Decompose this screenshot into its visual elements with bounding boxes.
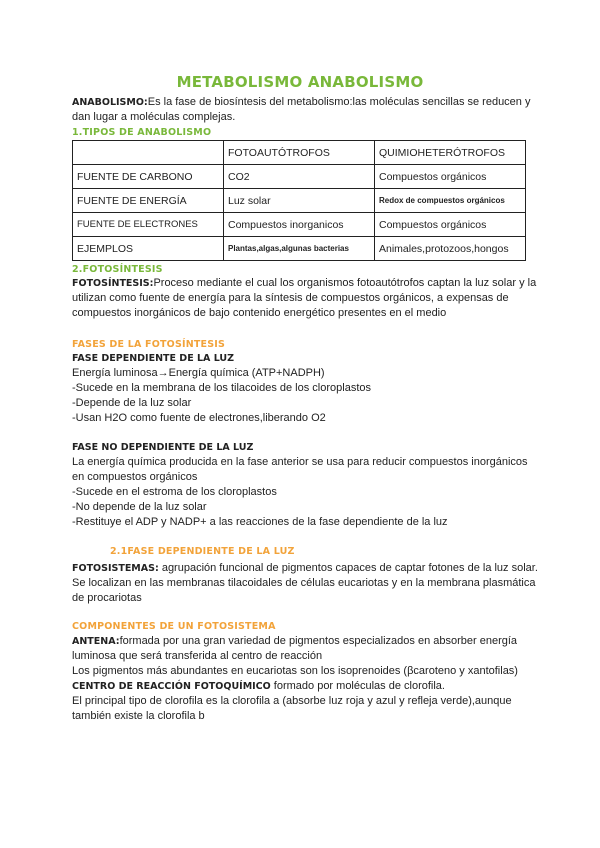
fases-heading: FASES DE LA FOTOSÍNTESIS: [72, 339, 226, 350]
table-cell: Compuestos orgánicos: [375, 213, 526, 237]
antena-text: formada por una gran variedad de pigmentos especializados en absorber energía luminosa que será transferida al centro de reacción: [72, 635, 518, 662]
table-cell: CO2: [224, 165, 375, 189]
centro-paragraph: [72, 679, 542, 694]
fotosintesis-keyword: FOTOSÍNTESIS:: [72, 278, 154, 289]
table-cell: EJEMPLOS: [73, 237, 224, 261]
fase-no-luz-line: -Restituye el ADP y NADP+ a las reacciones de la fase dependiente de la luz: [72, 516, 448, 528]
table-row: [73, 237, 526, 261]
centro-line2: El principal tipo de clorofila es la clorofila a (absorbe luz roja y azul y refleja verde),aunque también existe la clorofila b: [72, 695, 512, 722]
page-title: METABOLISMO ANABOLISMO: [176, 73, 424, 91]
table-row: [73, 189, 526, 213]
antena-keyword: ANTENA:: [72, 636, 120, 647]
centro-text: formado por moléculas de clorofila.: [270, 680, 445, 692]
fase-luz-line: -Depende de la luz solar: [72, 397, 192, 409]
intro-paragraph: [72, 95, 542, 125]
fotosistemas-paragraph: [72, 561, 542, 606]
fotosistemas-text: agrupación funcional de pigmentos capaces de captar fotones de la luz solar. Se localizan en las membranas tilacoidales de células eucariotas y en la membrana plasmática de procariotas: [72, 562, 538, 604]
table-header-cell: FOTOAUTÓTROFOS: [224, 141, 375, 165]
fase-no-luz-heading: FASE NO DEPENDIENTE DE LA LUZ: [72, 442, 254, 453]
section-fotosintesis-heading: 2.FOTOSÍNTESIS: [72, 264, 163, 275]
table-cell: [73, 141, 224, 165]
section-tipos-heading: 1.TIPOS DE ANABOLISMO: [72, 127, 212, 138]
table-cell: FUENTE DE ELECTRONES: [73, 213, 224, 237]
centro-keyword: CENTRO DE REACCIÓN FOTOQUÍMICO: [72, 681, 271, 692]
antena-paragraph: [72, 634, 542, 664]
table-header-cell: QUIMIOHETERÓTROFOS: [375, 141, 526, 165]
fase-no-luz-line: -No depende de la luz solar: [72, 501, 207, 513]
fotosintesis-paragraph: [72, 276, 542, 321]
table-cell: Compuestos orgánicos: [375, 165, 526, 189]
table-header-row: [73, 141, 526, 165]
table-cell: Compuestos inorganicos: [224, 213, 375, 237]
table-cell: Animales,protozoos,hongos: [375, 237, 526, 261]
intro-keyword: ANABOLISMO:: [72, 97, 148, 108]
componentes-heading: COMPONENTES DE UN FOTOSISTEMA: [72, 621, 276, 632]
table-row: [73, 165, 526, 189]
fase-no-luz-line: -Sucede en el estroma de los cloroplastos: [72, 486, 277, 498]
table-cell: Luz solar: [224, 189, 375, 213]
intro-text: Es la fase de biosíntesis del metabolismo:las moléculas sencillas se reducen y dan lugar a moléculas complejas.: [72, 96, 531, 123]
table-cell: FUENTE DE CARBONO: [73, 165, 224, 189]
fase-luz-line: -Usan H2O como fuente de electrones,liberando O2: [72, 412, 326, 424]
table-cell: Redox de compuestos orgánicos: [375, 189, 526, 213]
fotosistemas-keyword: FOTOSISTEMAS:: [72, 563, 159, 574]
fase-luz-line: -Sucede en la membrana de los tilacoides de los cloroplastos: [72, 382, 371, 394]
fase-no-luz-block: [72, 440, 542, 530]
antena-line2: Los pigmentos más abundantes en eucariotas son los isoprenoides (βcaroteno y xantofilas): [72, 665, 518, 677]
fase-no-luz-line: La energía química producida en la fase anterior se usa para reducir compuestos inorgánicos en compuestos orgánicos: [72, 456, 528, 483]
fase-luz-heading: FASE DEPENDIENTE DE LA LUZ: [72, 353, 235, 364]
fase-luz-block: [72, 351, 542, 426]
table-cell: FUENTE DE ENERGÍA: [73, 189, 224, 213]
fase-luz-line: Energía luminosa→Energía química (ATP+NADPH): [72, 367, 325, 379]
anabolism-table: [72, 140, 526, 261]
fotosintesis-text: Proceso mediante el cual los organismos fotoautótrofos captan la luz solar y la utilizan como fuente de energía para la síntesis de compuestos orgánicos, a expensas de compuestos inorgánicos de bajo contenido energético presentes en el medio: [72, 277, 537, 319]
table-cell: Plantas,algas,algunas bacterias: [224, 237, 375, 261]
subsection-heading: 2.1FASE DEPENDIENTE DE LA LUZ: [110, 546, 295, 557]
table-row: [73, 213, 526, 237]
